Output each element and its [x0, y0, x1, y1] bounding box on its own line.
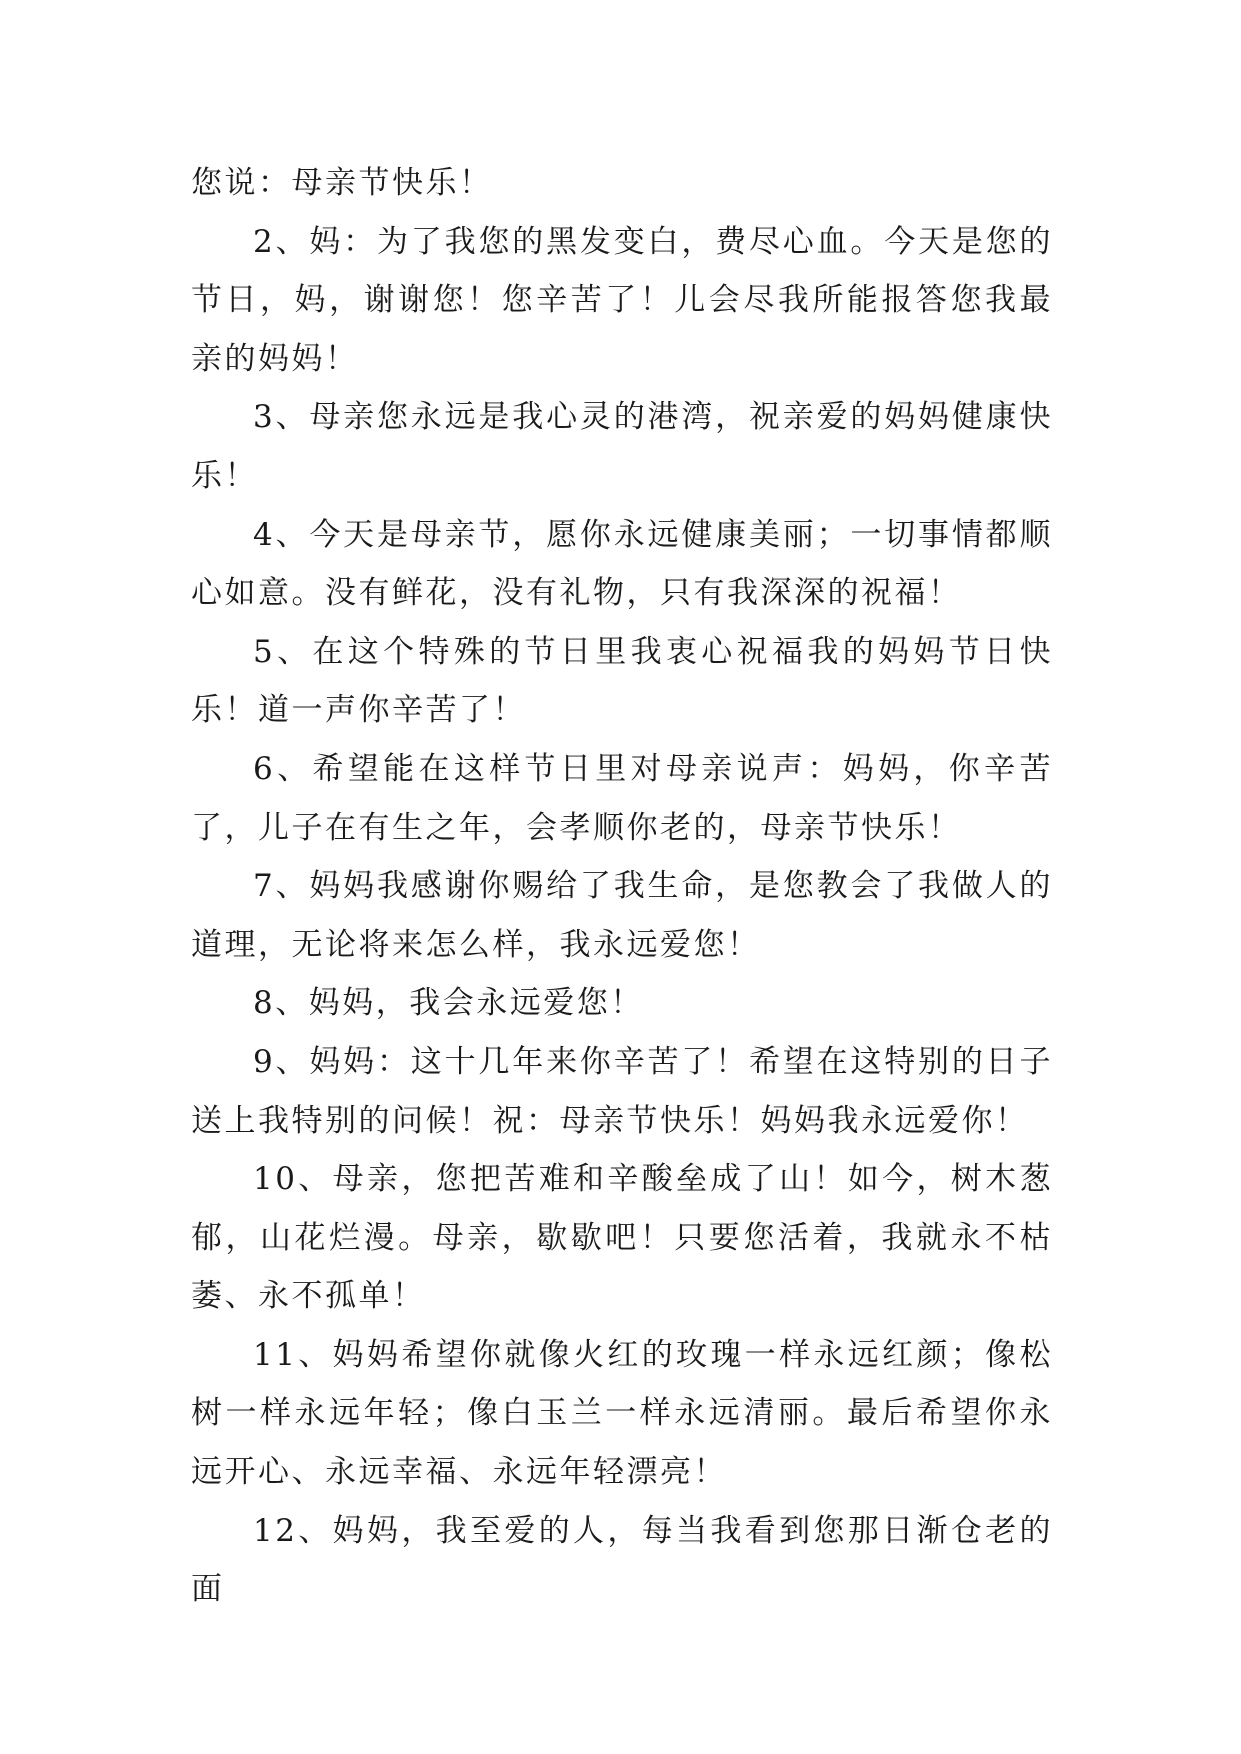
- paragraph-3: 3、母亲您永远是我心灵的港湾，祝亲爱的妈妈健康快乐！: [191, 399, 1053, 494]
- paragraph-12: 12、妈妈，我至爱的人，每当我看到您那日渐仓老的面: [191, 1512, 1053, 1608]
- paragraph-4: 4、今天是母亲节，愿你永远健康美丽；一切事情都顺心如意。没有鲜花，没有礼物，只有我深深的祝福！: [191, 516, 1053, 612]
- paragraph-8: 8、妈妈，我会永远爱您！: [253, 985, 644, 1022]
- paragraph-11: 11、妈妈希望你就像火红的玫瑰一样永远红颜；像松树一样永远年轻；像白玉兰一样永远清丽。最后希望你永远开心、永远幸福、永远年轻漂亮！: [191, 1336, 1053, 1491]
- paragraph-continuation: 您说：母亲节快乐！: [191, 165, 493, 201]
- paragraph-5: 5、在这个特殊的节日里我衷心祝福我的妈妈节日快乐！道一声你辛苦了！: [191, 633, 1053, 729]
- paragraph-9: 9、妈妈：这十几年来你辛苦了！希望在这特别的日子送上我特别的问候！祝：母亲节快乐！妈妈我永远爱你！: [191, 1043, 1053, 1139]
- paragraph-6: 6、希望能在这样节日里对母亲说声：妈妈，你辛苦了，儿子在有生之年，会孝顺你老的，母亲节快乐！: [191, 750, 1053, 846]
- paragraph-2: 2、妈：为了我您的黑发变白，费尽心血。今天是您的节日，妈，谢谢您！您辛苦了！儿会尽我所能报答您我最亲的妈妈！: [191, 223, 1053, 377]
- body-text: [191, 154, 1053, 1619]
- paragraph-7: 7、妈妈我感谢你赐给了我生命，是您教会了我做人的道理，无论将来怎么样，我永远爱您！: [191, 868, 1053, 963]
- paragraph-10: 10、母亲，您把苦难和辛酸垒成了山！如今，树木葱郁，山花烂漫。母亲，歇歇吧！只要您活着，我就永不枯萎、永不孤单！: [191, 1161, 1053, 1315]
